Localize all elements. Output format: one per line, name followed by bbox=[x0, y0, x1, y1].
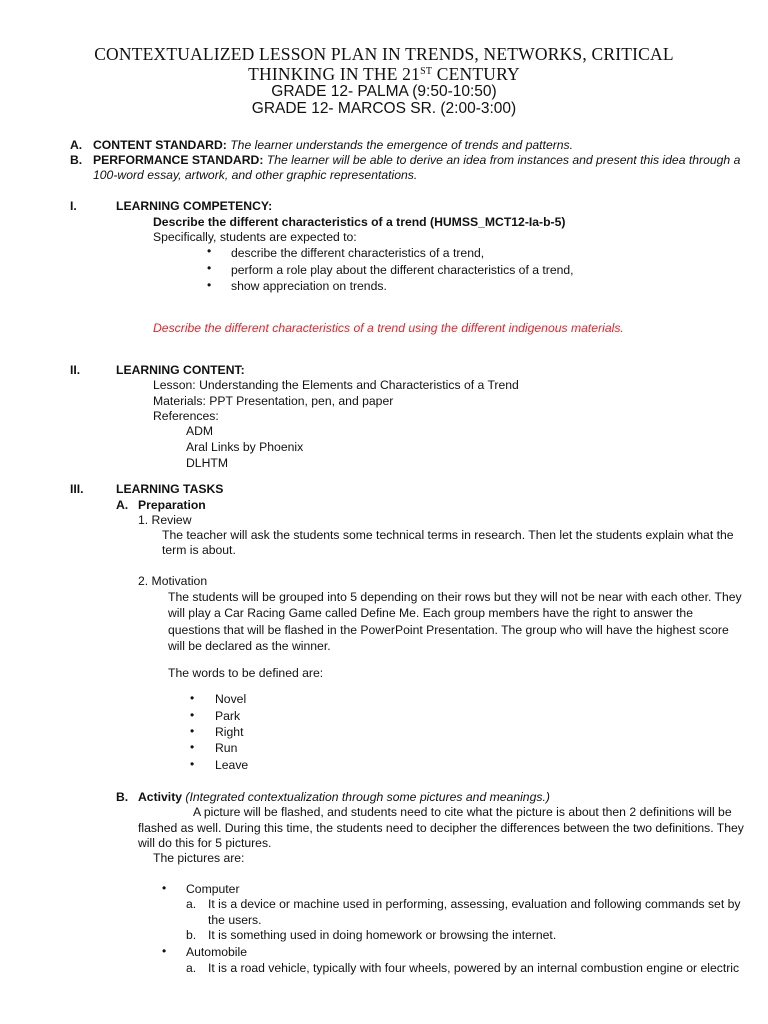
bullet-icon: • bbox=[207, 244, 212, 258]
activity-text: A picture will be flashed, and students need to cite what the picture is about then 2 definitions will be bbox=[193, 805, 732, 819]
learning-competency-heading: LEARNING COMPETENCY: bbox=[116, 199, 273, 213]
definition-letter: a. bbox=[186, 961, 197, 975]
section-numeral-ii: II. bbox=[70, 363, 81, 377]
pictures-intro: The pictures are: bbox=[153, 851, 245, 865]
motivation-text: The students will be grouped into 5 depending on their rows but they will not be near with each other. They bbox=[168, 590, 742, 604]
learning-content-heading: LEARNING CONTENT: bbox=[116, 363, 245, 377]
document-title-line2: THINKING IN THE 21ST CENTURY bbox=[248, 64, 520, 84]
activity-heading: Activity (Integrated contextualization through some pictures and meanings.) bbox=[138, 790, 550, 804]
section-numeral-i: I. bbox=[70, 199, 77, 213]
section-numeral-iii: III. bbox=[70, 482, 84, 496]
word-item: Run bbox=[215, 741, 238, 755]
competency-main: Describe the different characteristics of a trend (HUMSS_MCT12-Ia-b-5) bbox=[153, 215, 566, 229]
word-item: Leave bbox=[215, 758, 249, 772]
definition-text: It is something used in doing homework or browsing the internet. bbox=[208, 928, 557, 942]
motivation-text: will be declared as the winner. bbox=[168, 639, 331, 653]
definition-letter: a. bbox=[186, 897, 197, 911]
words-intro: The words to be defined are: bbox=[168, 666, 324, 680]
activity-letter: B. bbox=[116, 790, 129, 804]
definition-letter: b. bbox=[186, 928, 197, 942]
performance-standard-cont: 100-word essay, artwork, and other graphic representations. bbox=[93, 168, 418, 182]
content-standard: CONTENT STANDARD: The learner understands the emergence of trends and patterns. bbox=[93, 138, 574, 152]
motivation-text: will play a Car Racing Game called Define Me. Each group members have the right to answer the bbox=[168, 606, 693, 620]
performance-standard: PERFORMANCE STANDARD: The learner will be able to derive an idea from instances and present this idea through a bbox=[93, 153, 741, 167]
word-item: Right bbox=[215, 725, 244, 739]
bullet-icon: • bbox=[190, 708, 195, 722]
bullet-icon: • bbox=[207, 278, 212, 292]
picture-item: Automobile bbox=[186, 945, 247, 959]
motivation-text: questions that will be flashed in the PowerPoint Presentation. The group who will have the highest score bbox=[168, 623, 729, 637]
definition-text: the users. bbox=[208, 913, 262, 927]
learning-tasks-heading: LEARNING TASKS bbox=[116, 482, 224, 496]
performance-standard-letter: B. bbox=[70, 153, 83, 167]
objective-item: describe the different characteristics of a trend, bbox=[231, 246, 485, 260]
bullet-icon: • bbox=[190, 740, 195, 754]
document-title-line1: CONTEXTUALIZED LESSON PLAN IN TRENDS, NETWORKS, CRITICAL bbox=[94, 44, 674, 64]
motivation-label: 2. Motivation bbox=[138, 574, 208, 588]
grade-schedule-2: GRADE 12- MARCOS SR. (2:00-3:00) bbox=[251, 100, 517, 117]
reference-item: DLHTM bbox=[186, 456, 228, 470]
word-item: Park bbox=[215, 709, 241, 723]
objective-item: perform a role play about the different characteristics of a trend, bbox=[231, 263, 574, 277]
review-label: 1. Review bbox=[138, 513, 192, 527]
picture-item: Computer bbox=[186, 882, 240, 896]
competency-intro: Specifically, students are expected to: bbox=[153, 230, 357, 244]
content-standard-letter: A. bbox=[70, 138, 83, 152]
activity-text: flashed as well. During this time, the students need to decipher the differences between the two definitions. They bbox=[138, 821, 744, 835]
reference-item: Aral Links by Phoenix bbox=[186, 440, 304, 454]
review-text: term is about. bbox=[162, 543, 236, 557]
activity-text: will do this for 5 pictures. bbox=[138, 836, 272, 850]
references-label: References: bbox=[153, 409, 219, 423]
lesson-title: Lesson: Understanding the Elements and Characteristics of a Trend bbox=[153, 378, 519, 392]
preparation-letter: A. bbox=[116, 498, 129, 512]
materials: Materials: PPT Presentation, pen, and paper bbox=[153, 394, 394, 408]
contextualized-competency: Describe the different characteristics of a trend using the different indigenous materials. bbox=[153, 321, 624, 335]
bullet-icon: • bbox=[207, 261, 212, 275]
definition-text: It is a device or machine used in performing, assessing, evaluation and following commands set by bbox=[208, 897, 741, 911]
bullet-icon: • bbox=[190, 691, 195, 705]
reference-item: ADM bbox=[186, 424, 214, 438]
grade-schedule-1: GRADE 12- PALMA (9:50-10:50) bbox=[271, 83, 497, 100]
bullet-icon: • bbox=[162, 944, 167, 958]
bullet-icon: • bbox=[190, 757, 195, 771]
definition-text: It is a road vehicle, typically with four wheels, powered by an internal combustion engine or electric bbox=[208, 961, 740, 975]
bullet-icon: • bbox=[162, 881, 167, 895]
review-text: The teacher will ask the students some technical terms in research. Then let the students explain what the bbox=[162, 528, 734, 542]
objective-item: show appreciation on trends. bbox=[231, 279, 387, 293]
preparation-heading: Preparation bbox=[138, 498, 206, 512]
word-item: Novel bbox=[215, 692, 247, 706]
bullet-icon: • bbox=[190, 724, 195, 738]
